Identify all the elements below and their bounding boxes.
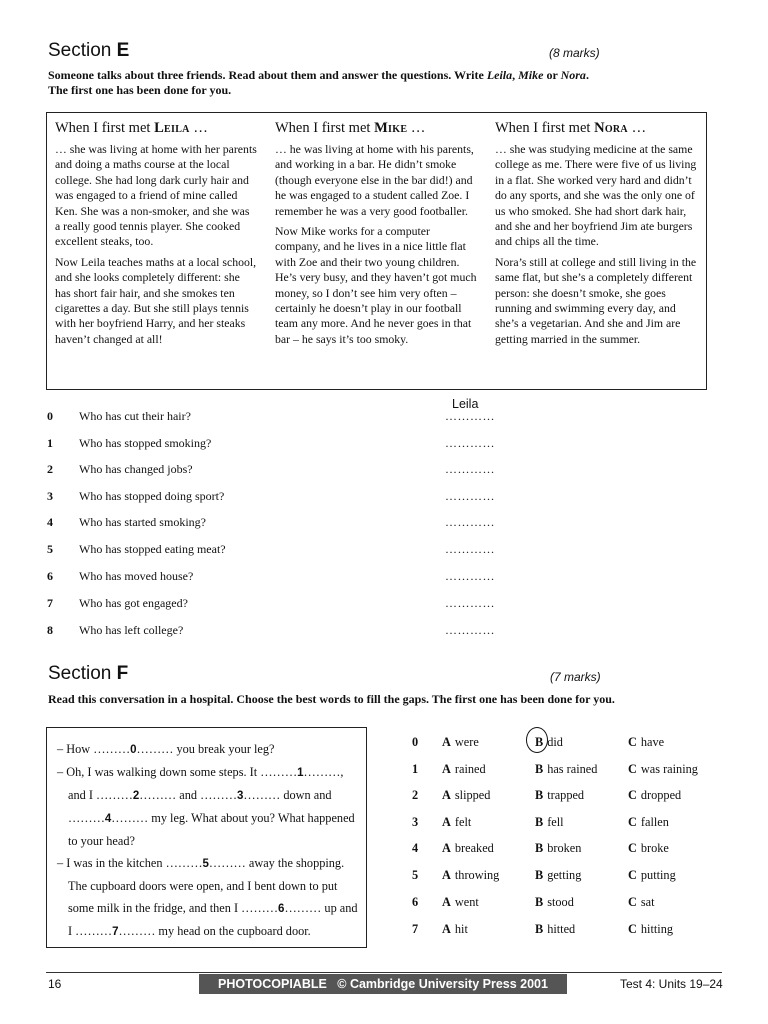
option-a[interactable]: A breaked bbox=[442, 841, 494, 855]
section-e-marks: (8 marks) bbox=[549, 46, 600, 60]
option-b[interactable]: B has rained bbox=[535, 762, 598, 776]
option-b[interactable]: B hitted bbox=[535, 922, 576, 936]
option-a[interactable]: A throwing bbox=[442, 868, 500, 882]
option-c[interactable]: C hitting bbox=[628, 922, 674, 936]
section-f-title: Section F bbox=[48, 663, 129, 684]
test-units-label: Test 4: Units 19–24 bbox=[620, 977, 723, 991]
copyright-banner: PHOTOCOPIABLE © Cambridge University Press 2001 bbox=[199, 974, 567, 994]
option-c[interactable]: C sat bbox=[628, 895, 655, 909]
friend-nora-column bbox=[495, 119, 697, 352]
question-row: 5 Who has stopped eating meat? ………… bbox=[47, 542, 495, 556]
friend-leila-column bbox=[55, 119, 257, 352]
option-a[interactable]: A were bbox=[442, 735, 479, 749]
question-row: 7 Who has got engaged? ………… bbox=[47, 596, 495, 610]
answer-blank[interactable]: ………… bbox=[445, 436, 495, 450]
answer-blank[interactable]: ………… bbox=[445, 623, 495, 637]
question-row: 2 Who has changed jobs? ………… bbox=[47, 462, 495, 476]
option-a[interactable]: A felt bbox=[442, 815, 472, 829]
footer-rule bbox=[46, 972, 722, 973]
option-a[interactable]: A hit bbox=[442, 922, 468, 936]
friend-paragraph: … she was studying medicine at the same college as me. There were five of us living in a flat. She worked very hard and didn’t do any sports, and she was the only one of us who smoked. She had short dark hair, and she and her boyfriend Jim ate burgers and chips all the time. bbox=[495, 142, 697, 249]
section-e-instruction: Someone talks about three friends. Read about them and answer the questions. Write Leila, Mike or Nora. The first one has been done for you. bbox=[48, 68, 589, 97]
conversation-box bbox=[46, 727, 367, 948]
question-row: 3 Who has stopped doing sport? ………… bbox=[47, 489, 495, 503]
question-row: 8 Who has left college? ………… bbox=[47, 623, 495, 637]
page-number: 16 bbox=[48, 977, 62, 991]
option-row: 0 A were B did C have bbox=[412, 735, 665, 749]
question-row: 1 Who has stopped smoking? ………… bbox=[47, 436, 495, 450]
option-c[interactable]: C dropped bbox=[628, 788, 682, 802]
option-c[interactable]: C putting bbox=[628, 868, 676, 882]
example-answer: Leila bbox=[452, 397, 479, 411]
answer-blank[interactable]: ………… bbox=[445, 515, 495, 529]
question-row: 4 Who has started smoking? ………… bbox=[47, 515, 495, 529]
option-b[interactable]: B broken bbox=[535, 841, 582, 855]
friend-heading: When I first met Mike … bbox=[275, 120, 426, 136]
friend-paragraph: … she was living at home with her parents and doing a maths course at the local college. She had long dark curly hair and was engaged to a friend of mine called Ken. She was a non-smoker, and she was a really good tennis player. She cooked excellent steaks, too. bbox=[55, 142, 257, 249]
option-b[interactable]: B trapped bbox=[535, 788, 585, 802]
question-row: 6 Who has moved house? ………… bbox=[47, 569, 495, 583]
option-a[interactable]: A slipped bbox=[442, 788, 491, 802]
friend-paragraph: Nora’s still at college and still living in the same flat, but she’s a completely different person: she doesn’t smoke, she goes running and swimming every day, and she’s a vegetarian. And she and Jim are getting married in the summer. bbox=[495, 254, 697, 346]
option-row: 7 A hit B hitted C hitting bbox=[412, 922, 674, 936]
answer-circle-mark bbox=[526, 727, 548, 753]
friend-paragraph: Now Mike works for a computer company, and he lives in a nice little flat with Zoe and their two young children. He’s very busy, and they haven’t got much money, so I don’t see him very often – certainly he doesn’t play in our football team any more. And he never goes in that bar – he says it’s too smoky. bbox=[275, 224, 477, 346]
option-c[interactable]: C have bbox=[628, 735, 665, 749]
option-row: 3 A felt B fell C fallen bbox=[412, 815, 669, 829]
option-b[interactable]: B did bbox=[535, 735, 563, 749]
friend-mike-column bbox=[275, 119, 477, 352]
answer-blank[interactable]: ………… bbox=[445, 596, 495, 610]
option-row: 5 A throwing B getting C putting bbox=[412, 868, 676, 882]
option-b[interactable]: B getting bbox=[535, 868, 582, 882]
friend-paragraph: … he was living at home with his parents, and working in a bar. He didn’t smoke (though everyone else in the bar did!) and he was engaged to a student called Zoe. I remember he was a very good footballer. bbox=[275, 142, 474, 218]
question-row: 0 Who has cut their hair? Leila ………… bbox=[47, 397, 495, 423]
conversation-text: – How ………0……… you break your leg? – Oh, I was walking down some steps. It ………1………, and I ………2……… and ………3……… down and ………4……… my leg. What about you? What happened to your head? – I was in the kitchen ………5……… away the shopping. The cupboard doors were open, and I bent down to put some milk in the fridge, and then I ………6……… up and I ………7……… my head on the cupboard door. bbox=[57, 742, 358, 938]
section-f-marks: (7 marks) bbox=[550, 670, 601, 684]
friend-paragraph: Now Leila teaches maths at a local school, and she looks completely different: she has short fair hair, and she smokes ten cigarettes a day. But she still plays tennis with her boyfriend Harry, and her steaks haven’t changed at all! bbox=[55, 254, 257, 346]
option-row: 6 A went B stood C sat bbox=[412, 895, 655, 909]
option-c[interactable]: C fallen bbox=[628, 815, 669, 829]
option-row: 1 A rained B has rained C was raining bbox=[412, 762, 698, 776]
answer-blank[interactable]: ………… bbox=[445, 569, 495, 583]
option-a[interactable]: A went bbox=[442, 895, 479, 909]
option-b[interactable]: B stood bbox=[535, 895, 574, 909]
friend-heading: When I first met Nora … bbox=[495, 120, 647, 136]
option-c[interactable]: C was raining bbox=[628, 762, 698, 776]
option-row: 4 A breaked B broken C broke bbox=[412, 841, 669, 855]
answer-blank[interactable]: ………… bbox=[445, 462, 495, 476]
friends-text-box bbox=[46, 112, 707, 390]
friend-heading: When I first met Leila … bbox=[55, 120, 208, 136]
answer-blank[interactable]: ………… bbox=[445, 489, 495, 503]
option-a[interactable]: A rained bbox=[442, 762, 486, 776]
option-c[interactable]: C broke bbox=[628, 841, 669, 855]
option-b[interactable]: B fell bbox=[535, 815, 564, 829]
option-row: 2 A slipped B trapped C dropped bbox=[412, 788, 682, 802]
answer-blank[interactable]: ………… bbox=[445, 542, 495, 556]
answer-blank[interactable]: ………… bbox=[445, 409, 495, 423]
section-e-title: Section E bbox=[48, 40, 130, 61]
section-f-instruction: Read this conversation in a hospital. Choose the best words to fill the gaps. The first one has been done for you. bbox=[48, 692, 615, 706]
